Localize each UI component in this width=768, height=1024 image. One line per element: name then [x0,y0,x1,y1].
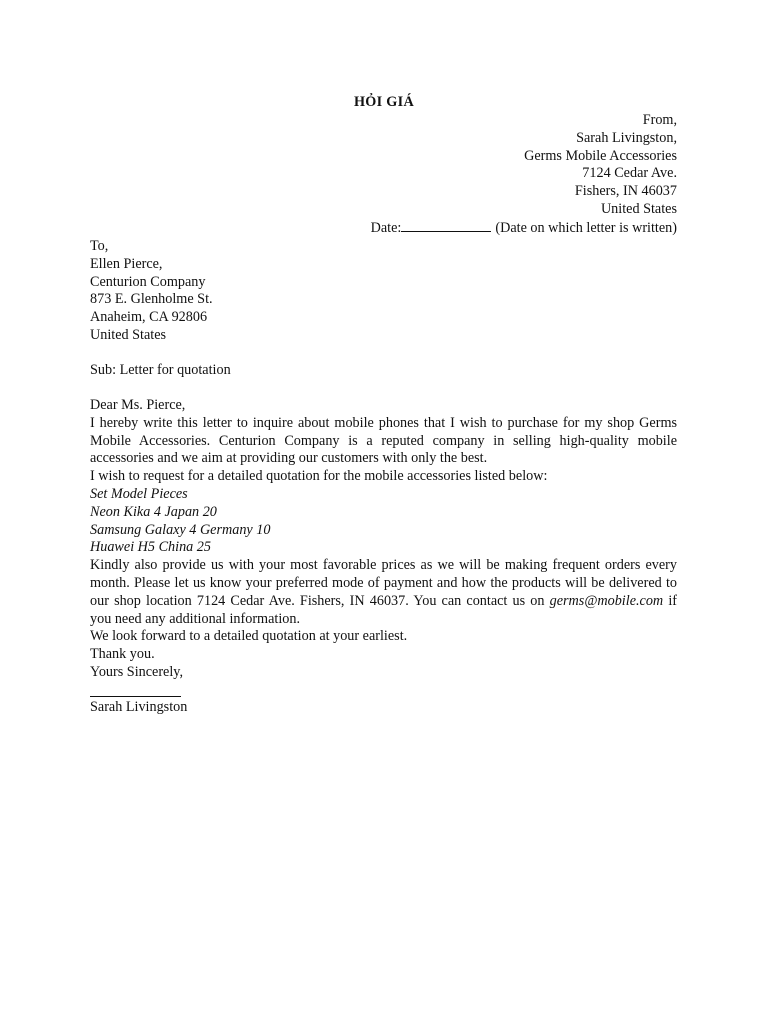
recipient-address-block [90,238,213,345]
date-label: Date: [370,219,402,236]
sender-street: 7124 Cedar Ave. [582,165,677,182]
list-item: Set Model Pieces [90,485,188,502]
signature-line [90,682,181,697]
document-title: HỎI GIÁ [353,94,415,110]
salutation: Dear Ms. Pierce, [90,397,186,413]
recipient-company: Centurion Company [90,273,206,290]
sender-country: United States [600,200,677,217]
signature-name: Sarah Livingston [90,698,188,715]
paragraph-request: I wish to request for a detailed quotation for the mobile accessories listed below: [90,468,548,485]
recipient-country: United States [90,326,167,343]
recipient-street: 873 E. Glenholme St. [90,291,213,308]
paragraph-pricing-text: Kindly also provide us with your most favorable prices as we will be making frequent orders every month. Please let us know your preferred mode of payment and how the products will be delivered to our shop location 7124 Cedar Ave. Fishers, IN 46037. You can contact us on [90,557,677,609]
date-blank-line [401,219,491,232]
subject-line: Sub: Letter for quotation [90,362,231,378]
list-item: Huawei H5 China 25 [90,539,211,556]
recipient-city: Anaheim, CA 92806 [90,309,208,326]
letter-body [90,397,677,717]
closing-phrase: Yours Sincerely, [90,663,184,680]
list-item: Neon Kika 4 Japan 20 [90,503,217,520]
paragraph-closing: We look forward to a detailed quotation at your earliest. [90,628,408,645]
paragraph-intro: I hereby write this letter to inquire about mobile phones that I wish to purchase for my shop Germs Mobile Accessories. Centurion Company is a reputed company in selling high-quality mobile accessories and we aim at providing our customers with only the best. [90,414,677,467]
thank-you: Thank you. [90,646,155,663]
date-line [371,219,677,238]
date-note: (Date on which letter is written) [495,219,677,236]
paragraph-pricing [90,557,677,628]
email-link[interactable]: germs@mobile.com [549,592,664,609]
sender-name: Sarah Livingston, [576,129,677,146]
paragraph-pricing-tail: if you need any additional information. [90,592,677,627]
list-item: Samsung Galaxy 4 Germany 10 [90,521,271,538]
sender-address-block [371,112,677,238]
recipient-name: Ellen Pierce, [90,255,163,272]
item-list [90,486,677,557]
to-label: To, [90,238,109,254]
sender-company: Germs Mobile Accessories [524,147,677,164]
sender-city: Fishers, IN 46037 [574,183,677,200]
from-label: From, [642,112,677,128]
